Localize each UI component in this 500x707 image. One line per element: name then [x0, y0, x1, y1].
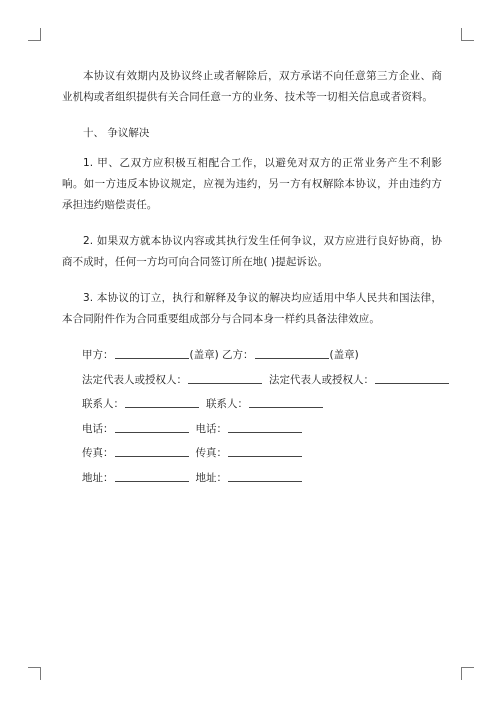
signature-block	[62, 345, 442, 492]
section-heading-dispute: 十、 争议解决	[83, 127, 150, 139]
rep-a-label: 法定代表人或授权人：	[82, 373, 187, 386]
addr-a-blank[interactable]	[115, 469, 189, 482]
phone-a-blank[interactable]	[115, 420, 189, 433]
crop-mark-bottom-left	[28, 667, 41, 680]
paragraph-confidentiality: 本协议有效期内及协议终止或者解除后，双方承诺不向任意第三方企业、商业机构或者组织提供有关合同任意一方的业务、技术等一切相关信息或者资料。	[62, 70, 442, 103]
phone-row	[62, 419, 442, 444]
contact-a-blank[interactable]	[125, 395, 199, 408]
contact-a-label: 联系人：	[82, 398, 124, 410]
addr-a-label: 地址：	[82, 471, 114, 484]
addr-b-blank[interactable]	[228, 469, 302, 482]
rep-a-blank[interactable]	[188, 371, 262, 384]
fax-b-label: 传真：	[195, 447, 227, 459]
contact-b-blank[interactable]	[249, 395, 323, 408]
party-a-label: 甲方：	[82, 349, 114, 361]
party-b-blank[interactable]	[255, 346, 329, 359]
address-row	[62, 468, 442, 493]
fax-a-blank[interactable]	[115, 444, 189, 457]
addr-b-label: 地址：	[195, 471, 227, 484]
document-body	[62, 66, 442, 492]
fax-a-label: 传真：	[82, 447, 114, 459]
paragraph-clause-2: 2. 如果双方就本协议内容或其执行发生任何争议，双方应进行良好协商，协商不成时，任何一方均可向合同签订所在地( )提起诉讼。	[62, 235, 442, 268]
fax-row	[62, 443, 442, 468]
contact-b-label: 联系人：	[206, 398, 248, 410]
fax-b-blank[interactable]	[228, 444, 302, 457]
crop-mark-top-left	[28, 28, 41, 41]
party-b-label: 乙方：	[222, 349, 254, 361]
party-a-seal: (盖章)	[189, 349, 219, 361]
phone-b-label: 电话：	[195, 422, 227, 435]
party-b-seal: (盖章)	[329, 349, 359, 361]
party-row	[62, 345, 442, 370]
rep-b-label: 法定代表人或授权人：	[269, 373, 374, 386]
paragraph-clause-3: 3. 本协议的订立，执行和解释及争议的解决均应适用中华人民共和国法律，本合同附件作为合同重要组成部分与合同本身一样约具备法律效应。	[62, 292, 442, 325]
party-a-blank[interactable]	[115, 346, 189, 359]
rep-b-blank[interactable]	[375, 371, 449, 384]
phone-b-blank[interactable]	[228, 420, 302, 433]
representative-row	[62, 370, 442, 395]
contact-row	[62, 394, 442, 419]
phone-a-label: 电话：	[82, 422, 114, 435]
crop-mark-bottom-right	[461, 667, 474, 680]
crop-mark-top-right	[461, 28, 474, 41]
paragraph-clause-1: 1. 甲、乙双方应积极互相配合工作，以避免对双方的正常业务产生不利影响。如一方违反本协议规定，应视为违约，另一方有权解除本协议，并由违约方承担违约赔偿责任。	[62, 157, 442, 211]
